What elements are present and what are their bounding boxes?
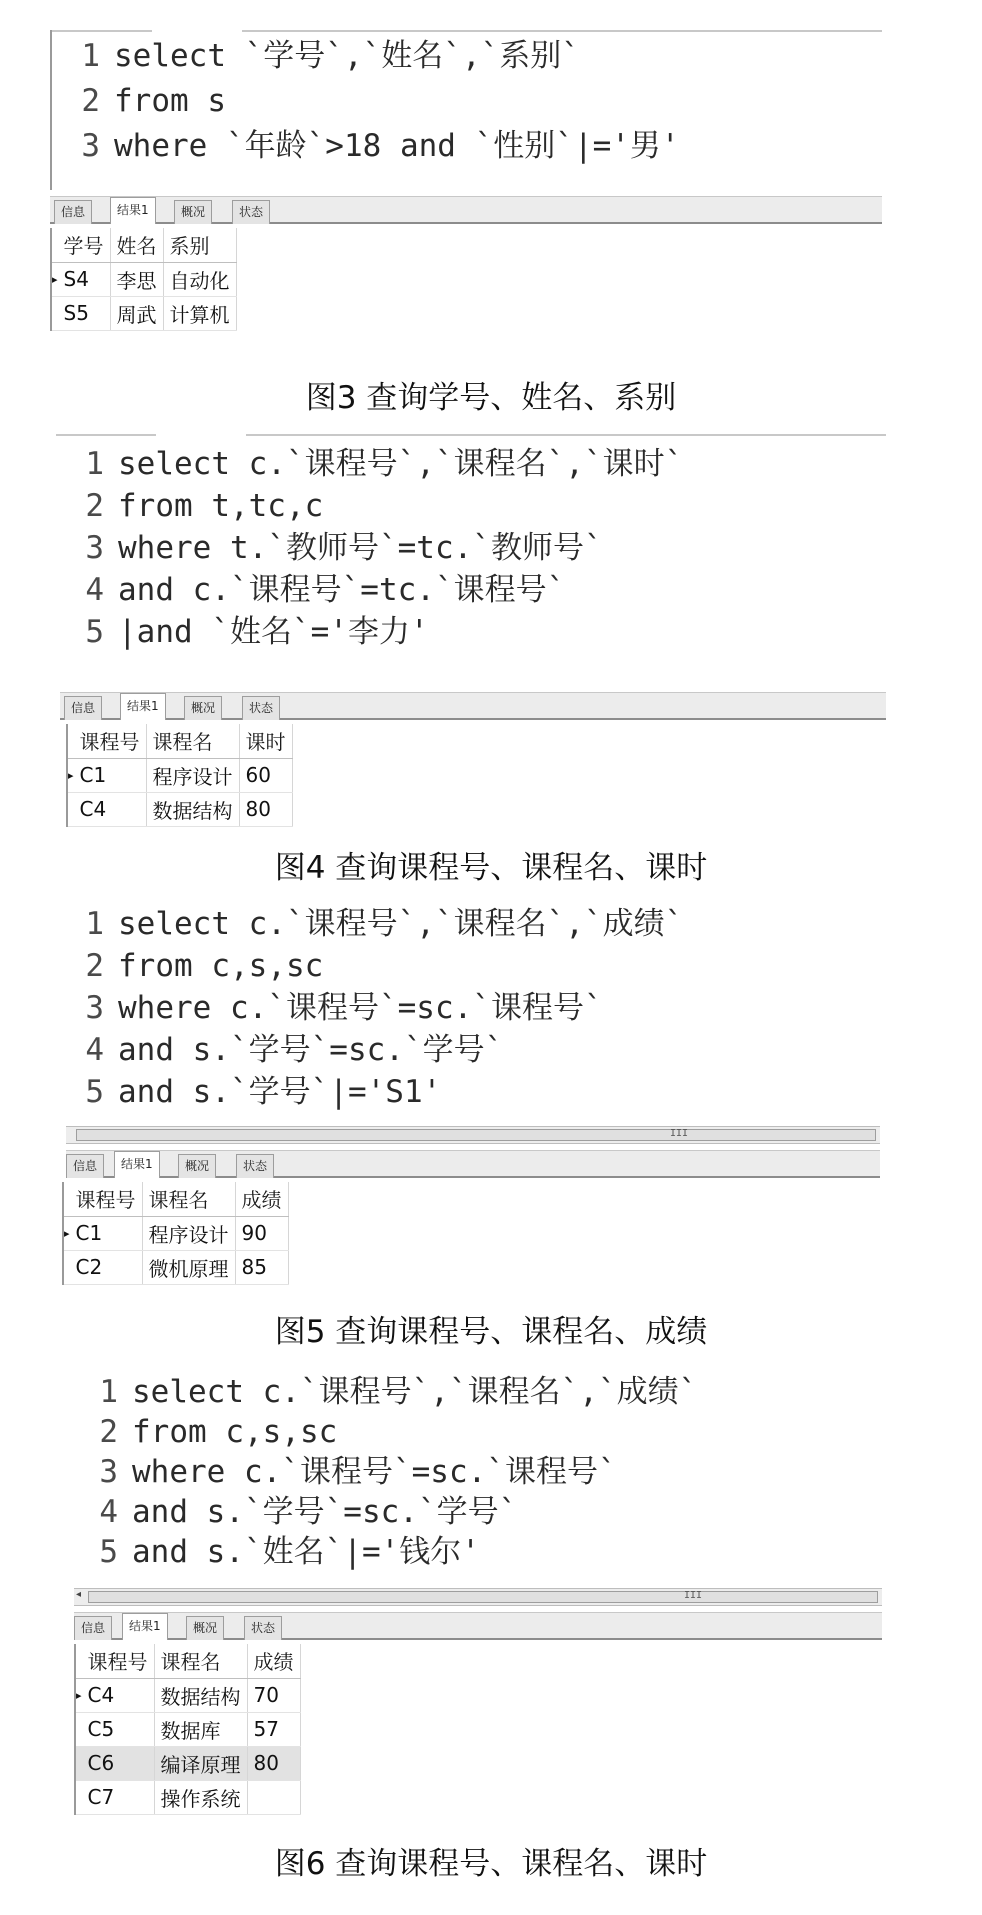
table-row[interactable] — [52, 262, 236, 296]
code-line — [62, 946, 323, 986]
table-cell[interactable]: 计算机 — [163, 296, 236, 330]
result-tab-bar — [74, 1612, 882, 1640]
column-header[interactable]: 课程名 — [146, 724, 239, 758]
tab-info[interactable]: 信息 — [66, 1154, 104, 1178]
current-row-marker-icon: ▸ — [52, 262, 58, 296]
tab-overview[interactable]: 概况 — [184, 696, 222, 720]
sql-editor[interactable] — [70, 1366, 882, 1586]
tab-status[interactable]: 状态 — [232, 200, 270, 224]
table-cell[interactable]: C6 — [82, 1746, 155, 1780]
table-row[interactable] — [52, 296, 236, 330]
table-cell[interactable]: 80 — [247, 1746, 300, 1780]
figure-caption: 图6 查询课程号、课程名、课时 — [274, 1846, 708, 1882]
table-cell[interactable]: 微机原理 — [142, 1250, 235, 1284]
current-row-marker-icon: ▸ — [64, 1216, 70, 1250]
line-number: 1 — [85, 906, 104, 942]
column-header[interactable]: 成绩 — [235, 1182, 288, 1216]
line-number: 5 — [85, 1074, 104, 1110]
table-cell[interactable]: C1 — [70, 1216, 143, 1250]
code-text: from c,s,sc — [118, 948, 324, 984]
sql-editor[interactable] — [56, 434, 886, 686]
table-cell[interactable]: S4 — [58, 262, 111, 296]
table-cell[interactable]: 操作系统 — [154, 1780, 247, 1814]
table-row[interactable] — [76, 1746, 300, 1780]
table-row[interactable] — [64, 1216, 288, 1250]
line-number: 3 — [81, 128, 100, 164]
column-header[interactable]: 课程号 — [74, 724, 147, 758]
tab-status[interactable]: 状态 — [236, 1154, 274, 1178]
tab-overview[interactable]: 概况 — [174, 200, 212, 224]
code-text: where c.`课程号`=sc.`课程号` — [118, 990, 603, 1026]
line-number: 4 — [85, 572, 104, 608]
table-cell[interactable]: 70 — [247, 1678, 300, 1712]
table-cell[interactable]: C7 — [82, 1780, 155, 1814]
column-header[interactable]: 成绩 — [247, 1644, 300, 1678]
code-line — [56, 444, 683, 484]
line-number: 2 — [85, 948, 104, 984]
sql-editor[interactable] — [62, 900, 880, 1118]
sql-editor[interactable] — [50, 30, 882, 190]
table-row[interactable] — [64, 1250, 288, 1284]
column-header[interactable]: 课程号 — [70, 1182, 143, 1216]
table-cell[interactable]: 85 — [235, 1250, 288, 1284]
table-cell[interactable]: 57 — [247, 1712, 300, 1746]
table-cell[interactable]: 程序设计 — [142, 1216, 235, 1250]
grid-header-row — [68, 724, 292, 758]
table-row[interactable] — [76, 1780, 300, 1814]
code-text: and s.`学号`=sc.`学号` — [132, 1494, 518, 1530]
code-text: and s.`学号`=sc.`学号` — [118, 1032, 504, 1068]
figure-caption: 图4 查询课程号、课程名、课时 — [274, 850, 708, 886]
line-number: 2 — [81, 83, 100, 119]
line-number: 3 — [85, 530, 104, 566]
table-cell[interactable]: 60 — [239, 758, 292, 792]
line-number: 1 — [85, 446, 104, 482]
column-header[interactable]: 姓名 — [110, 228, 163, 262]
code-text: and s.`学号`|='S1' — [118, 1074, 442, 1110]
tab-info[interactable]: 信息 — [74, 1616, 112, 1640]
grid-header-row — [52, 228, 236, 262]
result-grid — [50, 228, 237, 331]
figure-caption: 图5 查询课程号、课程名、成绩 — [274, 1314, 708, 1350]
tab-info[interactable]: 信息 — [54, 200, 92, 224]
current-row-marker-icon: ▸ — [76, 1678, 82, 1712]
table-row[interactable] — [76, 1678, 300, 1712]
line-number: 3 — [99, 1454, 118, 1490]
table-cell[interactable]: C2 — [70, 1250, 143, 1284]
table-cell[interactable]: 数据库 — [154, 1712, 247, 1746]
line-number: 4 — [85, 1032, 104, 1068]
line-number: 4 — [99, 1494, 118, 1530]
grid-header-row — [76, 1644, 300, 1678]
code-line — [70, 1492, 517, 1532]
table-cell[interactable]: C4 — [82, 1678, 155, 1712]
scroll-left-arrow-icon[interactable]: ◂ — [76, 1589, 82, 1600]
code-line — [56, 612, 429, 652]
code-text: from s — [114, 83, 226, 119]
table-row[interactable] — [68, 758, 292, 792]
result-grid — [62, 1182, 289, 1285]
code-line — [62, 1072, 441, 1112]
code-text: |and `姓名`='李力' — [118, 614, 429, 650]
tab-status[interactable]: 状态 — [242, 696, 280, 720]
code-text: from t,tc,c — [118, 488, 324, 524]
horizontal-scrollbar[interactable] — [74, 1588, 882, 1606]
scrollbar-thumb[interactable] — [76, 1129, 876, 1141]
table-cell[interactable]: 编译原理 — [154, 1746, 247, 1780]
grid-header-row — [64, 1182, 288, 1216]
current-row-marker-icon: ▸ — [68, 758, 74, 792]
line-number: 1 — [99, 1374, 118, 1410]
code-line — [52, 126, 680, 166]
result-tab-bar — [50, 196, 882, 224]
table-cell[interactable]: C4 — [74, 792, 147, 826]
code-text: and c.`课程号`=tc.`课程号` — [118, 572, 566, 608]
code-line — [70, 1412, 337, 1452]
table-cell[interactable] — [247, 1780, 300, 1814]
code-line — [52, 81, 226, 121]
table-row[interactable] — [68, 792, 292, 826]
column-header[interactable]: 课程名 — [142, 1182, 235, 1216]
column-header[interactable]: 系别 — [163, 228, 236, 262]
table-cell[interactable]: C1 — [74, 758, 147, 792]
result-grid — [66, 724, 293, 827]
result-tab-bar — [66, 1150, 880, 1178]
code-text: select `学号`,`姓名`,`系别` — [114, 38, 580, 74]
scrollbar-grip-icon: III — [684, 1590, 703, 1601]
scrollbar-thumb[interactable] — [88, 1591, 878, 1603]
line-number: 2 — [85, 488, 104, 524]
code-text: where t.`教师号`=tc.`教师号` — [118, 530, 603, 566]
code-text: where c.`课程号`=sc.`课程号` — [132, 1454, 617, 1490]
table-cell[interactable]: 数据结构 — [154, 1678, 247, 1712]
column-header[interactable]: 课程名 — [154, 1644, 247, 1678]
code-line — [62, 904, 683, 944]
tab-overview[interactable]: 概况 — [178, 1154, 216, 1178]
table-cell[interactable]: 90 — [235, 1216, 288, 1250]
code-text: from c,s,sc — [132, 1414, 338, 1450]
line-number: 2 — [99, 1414, 118, 1450]
figure-caption: 图3 查询学号、姓名、系别 — [305, 380, 677, 416]
horizontal-scrollbar[interactable] — [66, 1126, 880, 1144]
table-cell[interactable]: 自动化 — [163, 262, 236, 296]
code-line — [56, 486, 323, 526]
code-line — [62, 988, 603, 1028]
code-line — [70, 1452, 617, 1492]
result-tab-bar — [60, 692, 886, 720]
scrollbar-grip-icon: III — [670, 1128, 689, 1139]
tab-info[interactable]: 信息 — [64, 696, 102, 720]
table-cell[interactable]: 数据结构 — [146, 792, 239, 826]
tab-result1[interactable]: 结果1 — [120, 693, 166, 720]
tab-result1[interactable]: 结果1 — [122, 1613, 168, 1640]
code-line — [56, 570, 565, 610]
tab-status[interactable]: 状态 — [244, 1616, 282, 1640]
table-cell[interactable]: 80 — [239, 792, 292, 826]
line-number: 5 — [99, 1534, 118, 1570]
result-grid — [74, 1644, 301, 1815]
tab-overview[interactable]: 概况 — [186, 1616, 224, 1640]
column-header[interactable]: 课程号 — [82, 1644, 155, 1678]
table-row[interactable] — [76, 1712, 300, 1746]
code-line — [62, 1030, 503, 1070]
column-header[interactable]: 课时 — [239, 724, 292, 758]
code-line — [56, 528, 603, 568]
tab-result1[interactable]: 结果1 — [114, 1151, 160, 1178]
table-cell[interactable]: 程序设计 — [146, 758, 239, 792]
code-line — [52, 36, 580, 76]
table-cell[interactable]: C5 — [82, 1712, 155, 1746]
table-cell[interactable]: 周武 — [110, 296, 163, 330]
column-header[interactable]: 学号 — [58, 228, 111, 262]
code-text: where `年龄`>18 and `性别`|='男' — [114, 128, 680, 164]
code-text: and s.`姓名`|='钱尔' — [132, 1534, 480, 1570]
line-number: 3 — [85, 990, 104, 1026]
line-number: 5 — [85, 614, 104, 650]
code-line — [70, 1372, 697, 1412]
line-number: 1 — [81, 38, 100, 74]
code-text: select c.`课程号`,`课程名`,`成绩` — [118, 906, 684, 942]
code-text: select c.`课程号`,`课程名`,`成绩` — [132, 1374, 698, 1410]
tab-result1[interactable]: 结果1 — [110, 197, 156, 224]
code-line — [70, 1532, 480, 1572]
table-cell[interactable]: S5 — [58, 296, 111, 330]
code-text: select c.`课程号`,`课程名`,`课时` — [118, 446, 684, 482]
table-cell[interactable]: 李思 — [110, 262, 163, 296]
